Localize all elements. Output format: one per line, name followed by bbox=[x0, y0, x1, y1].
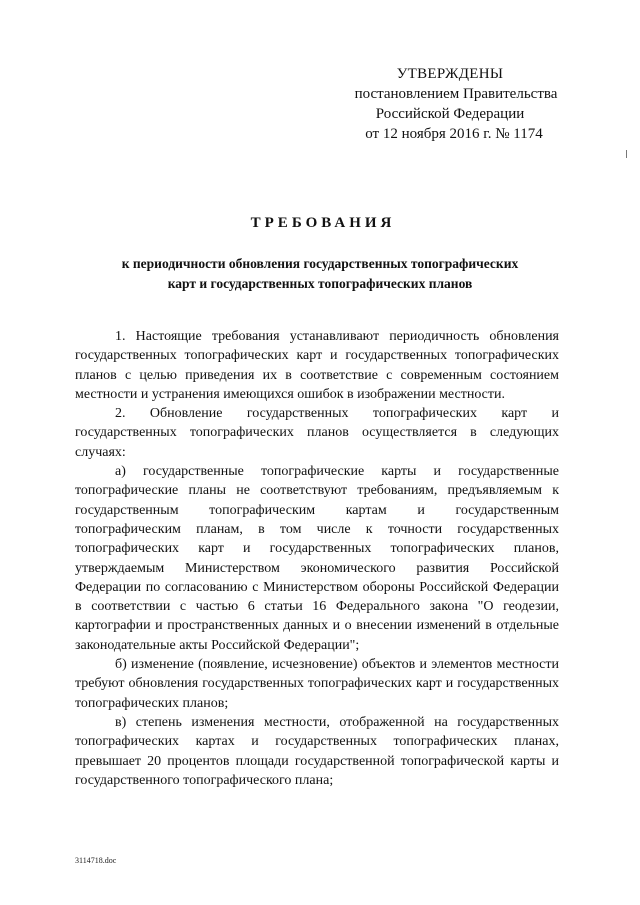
subtitle-line-1: к периодичности обновления государственных топографических bbox=[121, 256, 519, 271]
paragraph-2c: в) степень изменения местности, отображенной на государственных топографических картах и государственных топографических планах, превышает 20 процентов площади государственной топографической карты и государственного топографического плана; bbox=[75, 714, 559, 788]
document-subtitle bbox=[80, 254, 560, 294]
approval-line-federation: Российской Федерации bbox=[375, 106, 525, 122]
approval-line-decree: постановлением Правительства bbox=[354, 86, 558, 102]
document-title: ТРЕБОВАНИЯ bbox=[250, 215, 396, 231]
document-body bbox=[75, 327, 559, 790]
margin-mark bbox=[626, 150, 627, 158]
approval-line-date-number: от 12 ноября 2016 г. № 1174 bbox=[365, 126, 543, 142]
paragraph-2a: а) государственные топографические карты и государственные топографические планы не соответствуют требованиям, предъявляемым к государственным топографическим картам и государственным топографическим планам, в том числе к точности государственных топографических карт и государственных топографических планов, утверждаемым Министерством экономического развития Российской Федерации по согласованию с Министерством обороны Российской Федерации в соответствии с частью 6 статьи 16 Федерального закона "О геодезии, картографии и пространственных данных и о внесении изменений в отдельные законодательные акты Российской Федерации"; bbox=[75, 464, 559, 653]
approval-block bbox=[330, 64, 570, 144]
file-code: 3114718.doc bbox=[75, 856, 117, 865]
paragraph-2b: б) изменение (появление, исчезновение) объектов и элементов местности требуют обновления государственных топографических карт и государственных топографических планов; bbox=[75, 657, 559, 711]
paragraph-1: 1. Настоящие требования устанавливают периодичность обновления государственных топографических карт и государственных топографических планов с целью приведения их в соответствие с современным состоянием местности и устранения имеющихся ошибок в изображении местности. bbox=[75, 329, 559, 402]
paragraph-2: 2. Обновление государственных топографических карт и государственных топографических планов осуществляется в следующих случаях: bbox=[75, 406, 559, 460]
approval-heading: УТВЕРЖДЕНЫ bbox=[396, 66, 504, 82]
subtitle-line-2: карт и государственных топографических планов bbox=[167, 276, 473, 291]
